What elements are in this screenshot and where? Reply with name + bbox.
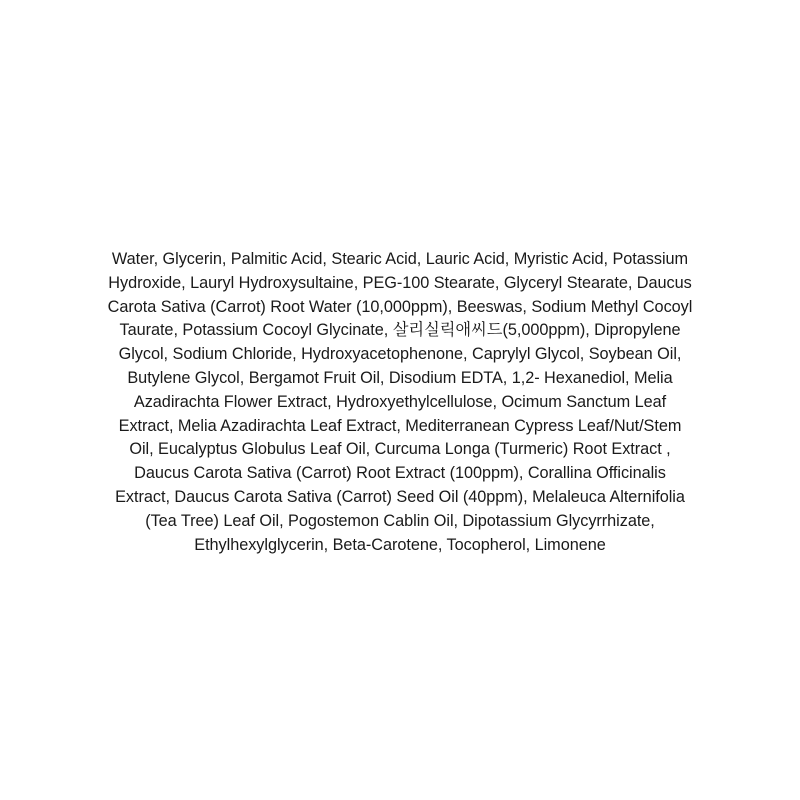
- ingredient-line: Daucus Carota Sativa (Carrot) Root Extract (100ppm), Corallina Officinalis: [134, 464, 666, 483]
- ingredient-list: [70, 248, 730, 557]
- ingredient-line: Extract, Daucus Carota Sativa (Carrot) Seed Oil (40ppm), Melaleuca Alternifolia: [115, 487, 685, 506]
- ingredient-line: Taurate, Potassium Cocoyl Glycinate, 살리실릭애씨드(5,000ppm), Dipropylene: [119, 321, 681, 340]
- ingredient-line: Azadirachta Flower Extract, Hydroxyethylcellulose, Ocimum Sanctum Leaf: [133, 392, 667, 411]
- ingredient-line: Hydroxide, Lauryl Hydroxysultaine, PEG-100 Stearate, Glyceryl Stearate, Daucus: [108, 273, 692, 292]
- ingredient-line: Extract, Melia Azadirachta Leaf Extract, Mediterranean Cypress Leaf/Nut/Stem: [118, 416, 682, 435]
- ingredient-line: Oil, Eucalyptus Globulus Leaf Oil, Curcuma Longa (Turmeric) Root Extract ,: [129, 440, 671, 459]
- ingredient-line: Ethylhexylglycerin, Beta-Carotene, Tocopherol, Limonene: [194, 535, 606, 554]
- ingredient-line: Glycol, Sodium Chloride, Hydroxyacetophenone, Caprylyl Glycol, Soybean Oil,: [118, 345, 682, 364]
- ingredient-line: Water, Glycerin, Palmitic Acid, Stearic Acid, Lauric Acid, Myristic Acid, Potassium: [111, 250, 689, 268]
- ingredient-line: Butylene Glycol, Bergamot Fruit Oil, Disodium EDTA, 1,2- Hexanediol, Melia: [127, 368, 673, 387]
- ingredient-line: Carota Sativa (Carrot) Root Water (10,000ppm), Beeswas, Sodium Methyl Cocoyl: [107, 297, 693, 316]
- ingredient-line: (Tea Tree) Leaf Oil, Pogostemon Cablin Oil, Dipotassium Glycyrrhizate,: [145, 511, 655, 530]
